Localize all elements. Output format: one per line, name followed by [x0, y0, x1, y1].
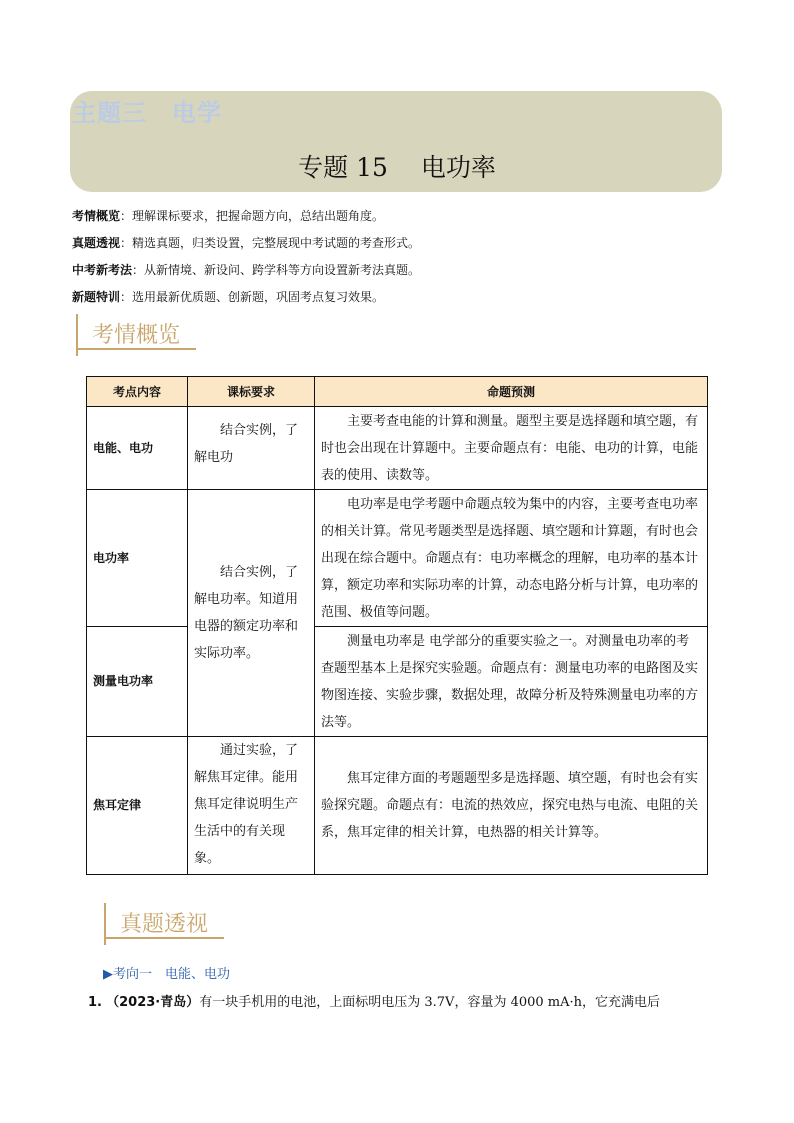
intro-line: 考情概览：理解课标要求，把握命题方向，总结出题角度。	[72, 209, 385, 223]
requirement-cell: 结合实例，了解电功	[188, 407, 315, 490]
section-header-overview	[76, 314, 206, 358]
question-item: 1. （2023·青岛）有一块手机用的电池，上面标明电压为 3.7V，容量为 4000 mA·h，它充满电后	[88, 995, 661, 1010]
table-row	[87, 627, 708, 737]
requirement-cell: 结合实例，了解电功率。知道用电器的额定功率和实际功率。	[188, 490, 315, 737]
table-row	[87, 407, 708, 490]
exam-direction-label: ▶考向一 电能、电功	[103, 967, 230, 982]
table-header-row	[87, 377, 708, 407]
topic-cell: 电功率	[87, 490, 188, 627]
intro-line: 中考新考法：从新情境、新设问、跨学科等方向设置新考法真题。	[72, 263, 421, 277]
requirement-cell: 通过实验，了解焦耳定律。能用焦耳定律说明生产生活中的有关现象。	[188, 737, 315, 875]
topic-cell: 测量电功率	[87, 627, 188, 737]
intro-line: 真题透视：精选真题，归类设置，完整展现中考试题的考查形式。	[72, 236, 421, 250]
intro-line: 新题特训：选用最新优质题、创新题，巩固考点复习效果。	[72, 290, 385, 304]
prediction-cell: 焦耳定律方面的考题题型多是选择题、填空题，有时也会有实验探究题。命题点有：电流的热效应，探究电热与电流、电阻的关系，焦耳定律的相关计算，电热器的相关计算等。	[315, 737, 708, 875]
table-row	[87, 490, 708, 627]
section-header-real-exam	[104, 903, 234, 947]
column-header: 考点内容	[87, 377, 188, 407]
section-title: 考情概览	[92, 323, 181, 348]
prediction-cell: 测量电功率是 电学部分的重要实验之一。对测量电功率的考查题型基本上是探究实验题。命题点有：测量电功率的电路图及实物图连接、实验步骤，数据处理，故障分析及特殊测量电功率的方法等。	[315, 627, 708, 737]
prediction-cell: 主要考查电能的计算和测量。题型主要是选择题和填空题，有时也会出现在计算题中。主要命题点有：电能、电功的计算，电能表的使用、读数等。	[315, 407, 708, 490]
prediction-cell: 电功率是电学考题中命题点较为集中的内容，主要考查电功率的相关计算。常见考题类型是选择题、填空题和计算题，有时也会出现在综合题中。命题点有：电功率概念的理解，电功率的基本计算，额定功率和实际功率的计算，动态电路分析与计算，电功率的范围、极值等问题。	[315, 490, 708, 627]
table-row	[87, 737, 708, 875]
topic-cell: 电能、电功	[87, 407, 188, 490]
page-title: 专题 15 电功率	[298, 153, 496, 182]
overview-table	[86, 376, 708, 875]
theme-label: 主题三 电学	[72, 99, 222, 127]
column-header: 课标要求	[188, 377, 315, 407]
topic-cell: 焦耳定律	[87, 737, 188, 875]
column-header: 命题预测	[315, 377, 708, 407]
section-title: 真题透视	[120, 912, 209, 937]
